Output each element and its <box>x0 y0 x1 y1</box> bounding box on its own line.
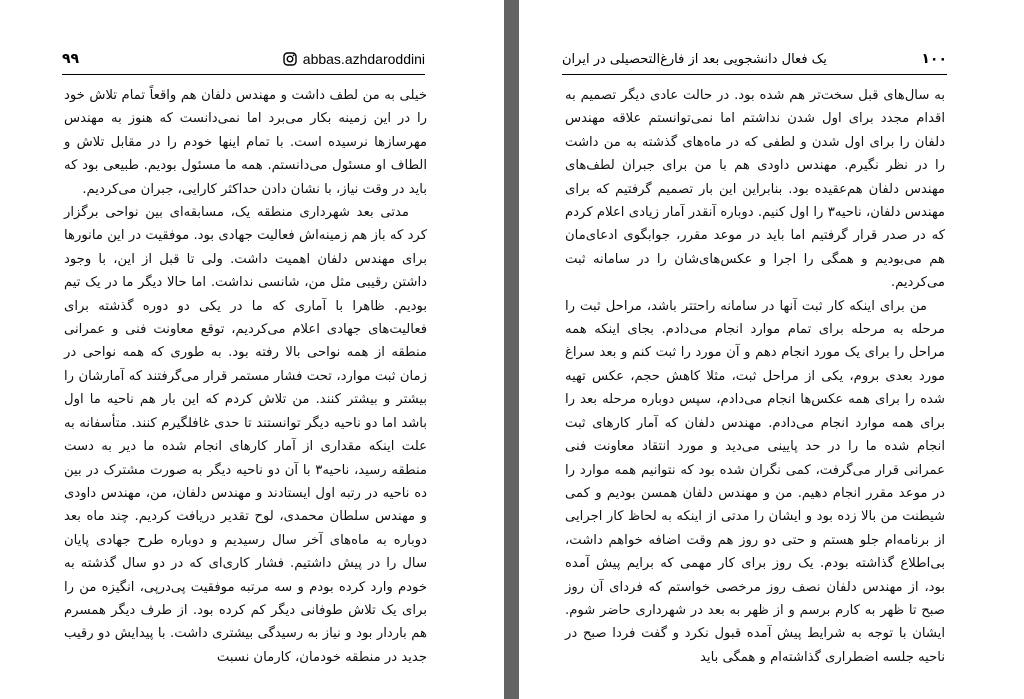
page-header-right <box>562 44 947 75</box>
page-header-left <box>62 44 425 75</box>
paragraph: من برای اینکه کار ثبت آنها در سامانه راحتتر باشد، مراحل ثبت را مرحله به مرحله برای تمام موارد انجام می‌دادم. بجای اینکه همه مراحل را برای یک مورد انجام دهم و آن مورد را ثبت کنم و بعد سراغ مورد بعدی بروم، یکی از مراحل ثبت، مثلا کاهش حجم، عکس تهیه شده را برای همه عکس‌ها انجام می‌دادم، سپس دوباره مرحله بعد را برای همه موارد انجام می‌دادم. مهندس دلفان که آمار کارهای ثبت انجام شده ما را در حد پایینی می‌دید و مورد انتقاد معاونت فنی عمرانی قرار می‌گرفت، کمی نگران شده بود که نتوانیم همه موارد را در موعد مقرر انجام دهیم. من و مهندس دلفان همسن بودیم و کمی شیطنت من بالا زده بود و ایشان را مدتی از اینکه به لحاظ کار اجرایی از برنامه‌ام جلو هستم و حتی دو روز هم وقت اضافه خواهم داشت، بی‌اطلاع گذاشته بودم. یک روز برای کار مهمی که برایم پیش آمده بود، از مهندس دلفان نصف روز مرخصی خواستم که فردای آن روز صبح تا ظهر به کارم برسم و از ظهر به بعد در شهرداری حاضر شوم. ایشان با توجه به شرایط پیش آمده قبول نکرد و گفت فردا صبح در ناحیه جلسه اضطراری گذاشته‌ام و همگی باید <box>565 298 945 665</box>
paragraph: مدتی بعد شهرداری منطقه یک، مسابقه‌ای بین نواحی برگزار کرد که باز هم زمینه‌اش فعالیت جهادی بود. موفقیت در این مانورها برای مهندس دلفان اهمیت داشت. ولی تا قبل از این، با وجود داشتن رقیبی مثل من، شانسی نداشت. اما حالا دیگر ما در یک تیم بودیم. ظاهرا با آماری که ما در یکی دو دوره گذشته برای فعالیت‌های جهادی اعلام می‌کردیم، توقع معاونت فنی و عمرانی منطقه از همه نواحی بالا رفته بود. به طوری که همه نواحی در زمان ثبت موارد، تحت فشار مستمر قرار می‌گرفتند که آمارشان را بیشتر و بیشتر کنند. من تلاش کردم که این بار هم ناحیه ما اول باشد اما دو ناحیه دیگر توانستند تا حدی غافلگیرم کنند. متأسفانه به علت اینکه مقداری از آمار کارهای انجام شده ما دیر به دست منطقه رسید، ناحیه۳ با آن دو ناحیه دیگر به صورت مشترک در بین ده ناحیه در رتبه اول ایستادند و مهندس دلفان، من، مهندس داودی و مهندس سلطان محمدی، لوح تقدیر دریافت کردیم. چند ماه بعد دوباره به ماه‌های آخر سال رسیدیم و دوباره طرح جهادی پایان سال را در پیش داشتیم. فشار کاری‌ای که در دو سال گذشته به خودم وارد کرده بودم و سه مرتبه موفقیت پی‌درپی، انگیزه من را برای یک تلاش طوفانی دیگر کم کرده بود. از طرف دیگر همسرم هم باردار بود و نیاز به رسیدگی بیشتری داشت. با پیدایش دو رقیب جدید در منطقه خودمان، کارمان نسبت <box>64 205 427 665</box>
paragraph: خیلی به من لطف داشت و مهندس دلفان هم واقعاً تمام تلاش خود را در این زمینه بکار می‌برد اما نمی‌دانست که هنوز به مهندس مهرسازها نرسیده است. با تمام اینها خودم را در مقابل تلاش و الطاف او مسئول می‌دانستم. همه ما مسئول بودیم. طبیعی بود که باید در وقت نیاز، با نشان دادن حداکثر کارایی، جبران می‌کردیم. <box>64 88 427 197</box>
author-credit <box>283 51 425 67</box>
paragraph: به سال‌های قبل سخت‌تر هم شده بود. در حالت عادی دیگر تصمیم به اقدام مجدد برای اول شدن نداشتم اما نمی‌توانستم علاقه مهندس دلفان را برای اول شدن و لطفی که در ماه‌های گذشته به من داشت را در نظر نگیرم. مهندس داودی هم با من برای جبران لطف‌های مهندس دلفان هم‌عقیده بود. بنابراین این بار تصمیم گرفتیم که برای مهندس دلفان، ناحیه۳ را اول کنیم. دوباره آنقدر آمار زیادی اعلام کردم که در صدر قرار گرفتیم اما باید در موعد مقرر، جوابگوی ادعای‌مان هم می‌بودیم و همگی را اجرا و عکس‌های‌شان را در سامانه ثبت می‌کردیم. <box>565 88 945 291</box>
page-number: ۹۹ <box>62 51 80 67</box>
page-body-left <box>64 84 427 669</box>
page-body-right <box>565 84 945 669</box>
author-handle: abbas.azhdaroddini <box>302 51 425 67</box>
page-right <box>519 0 1024 699</box>
instagram-icon <box>283 52 297 66</box>
page-left <box>0 0 504 699</box>
book-title: یک فعال دانشجویی بعد از فارغ‌التحصیلی در ایران <box>562 51 827 67</box>
page-number: ۱۰۰ <box>921 51 947 67</box>
